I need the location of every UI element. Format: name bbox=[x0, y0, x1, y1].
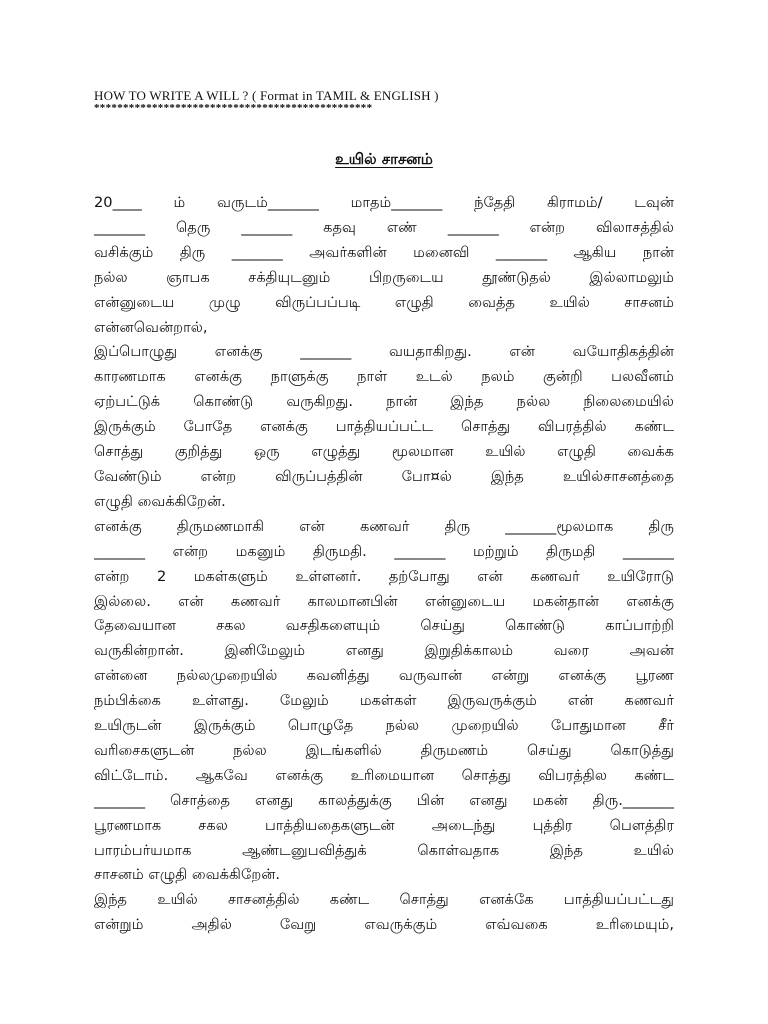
body-line: இப்பொழுது எனக்கு _______ வயதாகிறது. என் வயோதிகத்தின் bbox=[94, 343, 674, 361]
body-line: ஏற்பட்டுக் கொண்டு வருகிறது. நான் இந்த நல்ல நிலைமையில் bbox=[94, 393, 674, 411]
body-line: சாசனம் எழுதி வைக்கிறேன். bbox=[94, 866, 281, 884]
body-line: நல்ல ஞாபக சக்தியுடனும் பிறருடைய தூண்டுதல் இல்லாமலும் bbox=[94, 268, 674, 286]
body-line: வருகின்றான். இனிமேலும் எனது இறுதிக்காலம் வரை அவன் bbox=[94, 642, 674, 660]
asterisk-divider: ************************************************ bbox=[94, 102, 373, 114]
body-line: உயிருடன் இருக்கும் பொழுதே நல்ல முறையில் போதுமான சீர் bbox=[94, 717, 674, 735]
body-line: இல்லை. என் கணவர் காலமானபின் என்னுடைய மகன்தான் எனக்கு bbox=[94, 592, 674, 610]
body-line: என்னவென்றால், bbox=[94, 318, 208, 336]
body-line: விட்டோம். ஆகவே எனக்கு உரிமையான சொத்து விபரத்தில கண்ட bbox=[94, 766, 674, 784]
body-line: நம்பிக்கை உள்ளது. மேலும் மகள்கள் இருவருக்கும் என் கணவர் bbox=[94, 692, 674, 710]
body-line: இருக்கும் போதே எனக்கு பாத்தியப்பட்ட சொத்து விபரத்தில் கண்ட bbox=[94, 418, 674, 436]
body-line: வசிக்கும் திரு _______ அவர்களின் மனைவி _______ ஆகிய நான் bbox=[94, 243, 674, 261]
body-line: பூரணமாக சகல பாத்தியதைகளுடன் அடைந்து புத்திர பௌத்திர bbox=[94, 816, 674, 834]
page-heading: HOW TO WRITE A WILL ? ( Format in TAMIL & ENGLISH ) bbox=[94, 88, 439, 103]
body-line: வரிசைகளுடன் நல்ல இடங்களில் திருமணம் செய்து கொடுத்து bbox=[94, 741, 674, 759]
body-line: எனக்கு திருமணமாகி என் கணவர் திரு _______மூலமாக திரு bbox=[94, 517, 674, 535]
body-line: _______ தெரு _______ கதவு எண் _______ என்ற விலாசத்தில் bbox=[94, 218, 674, 236]
body-line: என்றும் அதில் வேறு எவருக்கும் எவ்வகை உரிமையும், bbox=[94, 916, 674, 934]
body-line: எழுதி வைக்கிறேன். bbox=[94, 492, 226, 510]
body-line: 20____ ம் வருடம்_______ மாதம்_______ ந்தேதி கிராமம்/ டவுன் bbox=[94, 194, 674, 211]
body-line: _______ என்ற மகனும் திருமதி. _______ மற்றும் திருமதி _______ bbox=[94, 542, 674, 560]
body-line: என்னை நல்லமுறையில் கவனித்து வருவான் என்று எனக்கு பூரண bbox=[94, 667, 674, 685]
body-line: இந்த உயில் சாசனத்தில் கண்ட சொத்து எனக்கே பாத்தியப்பட்டது bbox=[94, 891, 674, 909]
body-line: _______ சொத்தை எனது காலத்துக்கு பின் எனது மகன் திரு._______ bbox=[94, 791, 674, 809]
body-line: சொத்து குறித்து ஒரு எழுத்து மூலமான உயில் எழுதி வைக்க bbox=[94, 443, 674, 461]
document-title: உயில் சாசனம் bbox=[335, 150, 433, 168]
body-line: காரணமாக எனக்கு நாளுக்கு நாள் உடல் நலம் குன்றி பலவீனம் bbox=[94, 368, 674, 386]
document-body bbox=[94, 191, 674, 938]
body-line: வேண்டும் என்ற விருப்பத்தின் போ¤ல் இந்த உயில்சாசனத்தை bbox=[94, 467, 674, 485]
body-line: தேவையான சகல வசதிகளையும் செய்து கொண்டு காப்பாற்றி bbox=[94, 617, 674, 635]
body-line: என்னுடைய முழு விருப்பப்படி எழுதி வைத்த உயில் சாசனம் bbox=[94, 293, 674, 311]
body-line: என்ற 2 மகள்களும் உள்ளனர். தற்போது என் கணவர் உயிரோடு bbox=[94, 567, 674, 585]
body-line: பாரம்பர்யமாக ஆண்டனுபவித்துக் கொள்வதாக இந்த உயில் bbox=[94, 841, 674, 859]
